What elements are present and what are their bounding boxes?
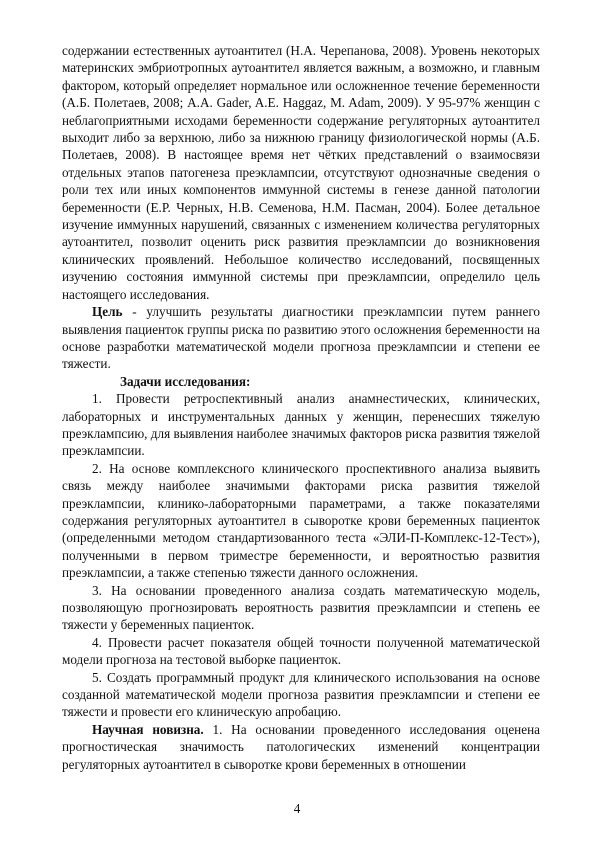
task-item: 4. Провести расчет показателя общей точности полученной математической модели прогноза на тестовой выборке пациенток.	[62, 634, 540, 668]
page-number: 4	[293, 801, 301, 816]
novelty-label: Научная новизна.	[92, 721, 204, 737]
goal-label: Цель	[92, 304, 123, 320]
novelty-text: 1. На основании проведенного исследования оценена прогностическая значимость патологических изменений концентрации регуляторных аутоантител в сыворотке крови беременных в отношении	[62, 721, 540, 772]
task-item: 5. Создать программный продукт для клинического использования на основе созданной математической модели прогноза развития преэклампсии и степени ее тяжести и провести его клиническую апробацию.	[62, 669, 540, 720]
task-item: 2. На основе комплексного клинического проспективного анализа выявить связь между наиболее значимыми факторами риска развития тяжелой преэклампсии, клинико-лабораторными параметрами, а также показателями содержания регуляторных аутоантител в сыворотке крови беременных пациенток (определенными методом стандартизованного теста «ЭЛИ-П-Комплекс-12-Тест»), полученными в первом триместре беременности, и вероятностью развития преэклампсии, а также степенью тяжести данного осложнения.	[62, 460, 540, 581]
goal-paragraph	[62, 303, 540, 373]
intro-paragraph: содержании естественных аутоантител (Н.А. Черепанова, 2008). Уровень некоторых материнских эмбриотропных аутоантител является важным, а возможно, и главным фактором, который определяет нормальное или осложненное течение беременности (А.Б. Полетаев, 2008; A.A. Gader, A.E. Haggaz, M. Adam, 2009). У 95-97% женщин с неблагоприятными исходами беременности содержание регуляторных аутоантител выходит либо за верхнюю, либо за нижнюю границу физиологической нормы (А.Б. Полетаев, 2008). В настоящее время нет чётких представлений о взаимосвязи отдельных этапов патогенеза преэклампсии, отсутствуют однозначные сведения о роли тех или иных компонентов иммунной системы в генезе данной патологии беременности (Е.Р. Черных, Н.В. Семенова, Н.М. Пасман, 2004). Более детальное изучение иммунных нарушений, связанных с изменением количества регуляторных аутоантител, позволит оценить риск развития преэклампсии до возникновения клинических проявлений. Небольшое количество исследований, посвященных изучению состояния иммунной системы при преэклампсии, определило цель настоящего исследования.	[62, 43, 540, 302]
task-item: 3. На основании проведенного анализа создать математическую модель, позволяющую прогнозировать вероятность развития преэклампсии и степень ее тяжести у беременных пациенток.	[62, 582, 540, 633]
novelty-paragraph	[62, 721, 540, 773]
goal-text: - улучшить результаты диагностики преэклампсии путем раннего выявления пациенток группы риска по развитию этого осложнения беременности на основе разработки математической модели прогноза преэклампсии и степени ее тяжести.	[62, 304, 540, 372]
task-item: 1. Провести ретроспективный анализ анамнестических, клинических, лабораторных и инструментальных данных у женщин, перенесших тяжелую преэклампсию, для выявления наиболее значимых факторов риска развития тяжелой преэклампсии.	[62, 391, 540, 459]
body-text	[62, 42, 540, 773]
tasks-heading: Задачи исследования:	[120, 373, 251, 389]
